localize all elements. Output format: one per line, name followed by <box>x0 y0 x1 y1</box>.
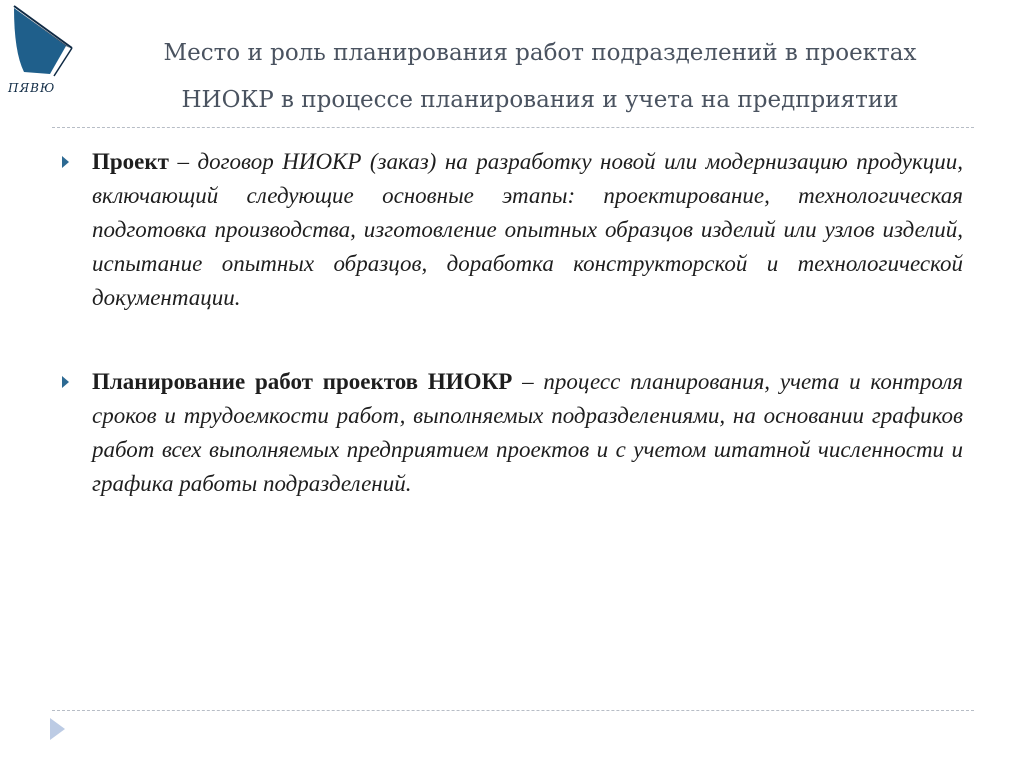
title-line-2: НИОКР в процессе планирования и учета на предприятии <box>181 87 899 113</box>
page-title <box>110 30 970 124</box>
bullet-triangle-icon <box>62 376 69 388</box>
footer-divider <box>52 710 974 711</box>
bullet-text: – процесс планирования, учета и контроля сроков и трудоемкости работ, выполняемых подразделениями, на основании графиков работ всех выполняемых предприятием проектов и с учетом штатной численности и графика работы подразделений. <box>92 369 963 496</box>
bullet-text: – договор НИОКР (заказ) на разработку новой или модернизацию продукции, включающий следующие основные этапы: проектирование, технологическая подготовка производства, изготовление опытных образцов изделий или узлов изделий, испытание опытных образцов, доработка конструкторской и технологической документации. <box>92 149 963 310</box>
bullet-term: Планирование работ проектов НИОКР <box>92 369 513 394</box>
slide-content <box>62 145 963 501</box>
sail-logo-icon <box>4 2 76 98</box>
logo-caption: ПЯВЮ <box>8 81 56 95</box>
bullet-project-definition <box>62 145 963 315</box>
bullet-triangle-icon <box>62 156 69 168</box>
triangle-right-icon[interactable] <box>50 718 65 740</box>
title-line-1: Место и роль планирования работ подразделений в проектах <box>163 40 917 66</box>
header-divider <box>52 127 974 128</box>
bullet-planning-definition <box>62 365 963 501</box>
bullet-term: Проект <box>92 149 169 174</box>
